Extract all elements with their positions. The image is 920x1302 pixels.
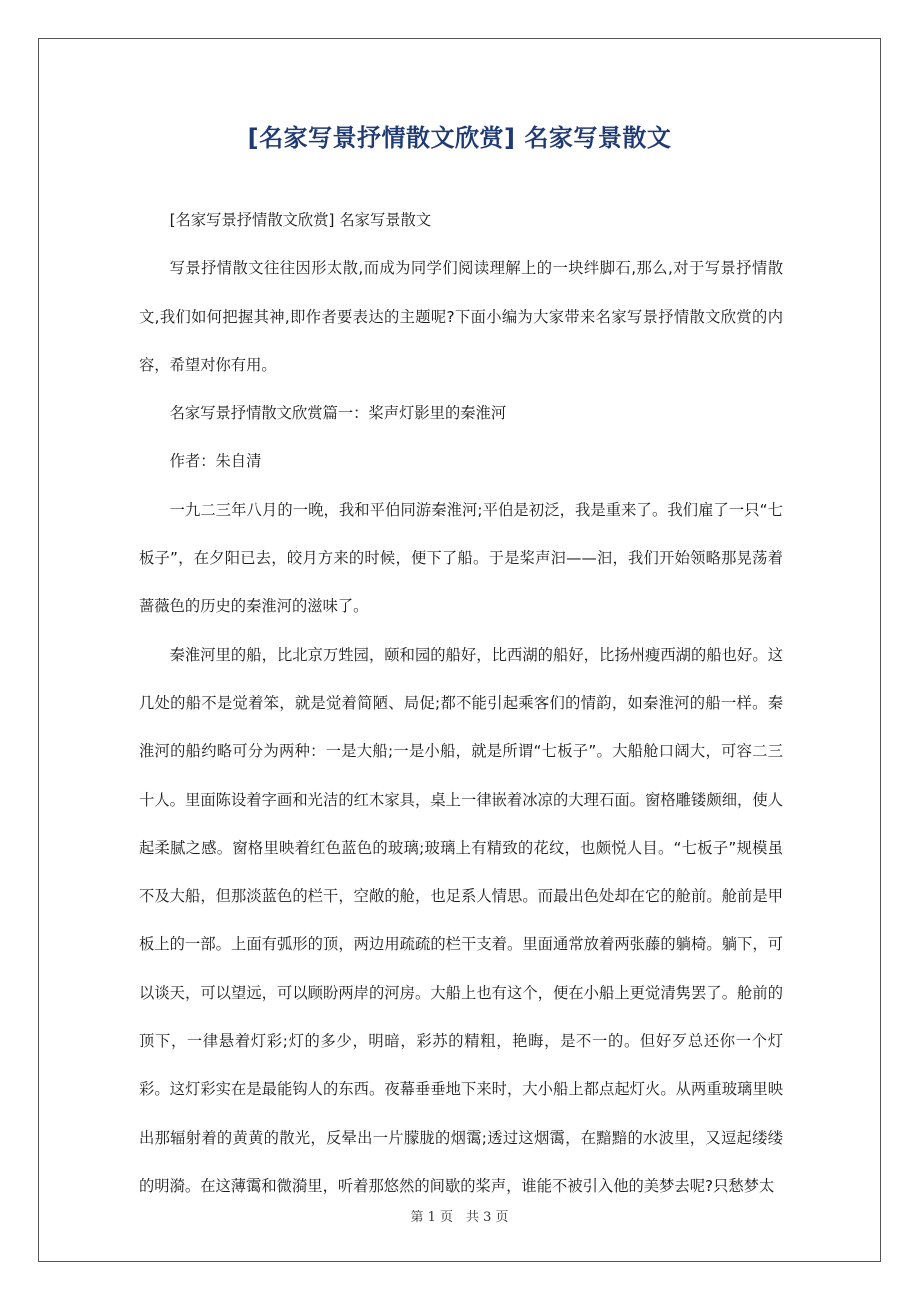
- page-footer: 第 1 页 共 3 页: [410, 1210, 509, 1225]
- document-title: [名家写景抒情散文欣赏] 名家写景散文: [247, 124, 672, 152]
- paragraph-intro: 写景抒情散文往往因形太散,而成为同学们阅读理解上的一块绊脚石,那么,对于写景抒情散文,我们如何把握其神,即作者要表达的主题呢?下面小编为大家带来名家写景抒情散文欣赏的内容，希望对你有用。: [139, 259, 783, 374]
- paragraph-section-heading: 名家写景抒情散文欣赏篇一：桨声灯影里的秦淮河: [169, 404, 507, 423]
- paragraph-body-1: 一九二三年八月的一晚，我和平伯同游秦淮河;平伯是初泛，我是重来了。我们雇了一只“七板子”，在夕阳已去，皎月方来的时候，便下了船。于是桨声汩——汩，我们开始领略那晃荡着蔷薇色的历史的秦淮河的滋味了。: [139, 500, 783, 616]
- paragraph-subtitle: [名家写景抒情散文欣赏] 名家写景散文: [169, 211, 432, 229]
- paragraph-body-2: 秦淮河里的船，比北京万甡园，颐和园的船好，比西湖的船好，比扬州瘦西湖的船也好。这几处的船不是觉着笨，就是觉着简陋、局促;都不能引起乘客们的情韵，如秦淮河的船一样。秦淮河的船约略可分为两种：一是大船;一是小船，就是所谓“七板子”。大船舱口阔大，可容二三十人。里面陈设着字画和光洁的红木家具，桌上一律嵌着冰凉的大理石面。窗格雕镂颇细，使人起柔腻之感。窗格里映着红色蓝色的玻璃;玻璃上有精致的花纹，也颇悦人目。“七板子”规模虽不及大船，但那淡蓝色的栏干，空敞的舱，也足系人情思。而最出色处却在它的舱前。舱前是甲板上的一部。上面有弧形的顶，两边用疏疏的栏干支着。里面通常放着两张藤的躺椅。躺下，可以谈天，可以望远，可以顾盼两岸的河房。大船上也有这个，便在小船上更觉清隽罢了。舱前的顶下，一律悬着灯彩;灯的多少，明暗，彩苏的精粗，艳晦，是不一的。但好歹总还你一个灯彩。这灯彩实在是最能钩人的东西。夜幕垂垂地下来时，大小船上都点起灯火。从两重玻璃里映出那辐射着的黄黄的散光，反晕出一片朦胧的烟霭;透过这烟霭，在黯黯的水波里，又逗起缕缕的明漪。在这薄霭和微漪里，听着那悠然的间歇的桨声，谁能不被引入他的美梦去呢?只愁梦太: [139, 645, 783, 1195]
- document-body: [139, 196, 783, 1210]
- paragraph-author: 作者：朱自清: [169, 452, 262, 471]
